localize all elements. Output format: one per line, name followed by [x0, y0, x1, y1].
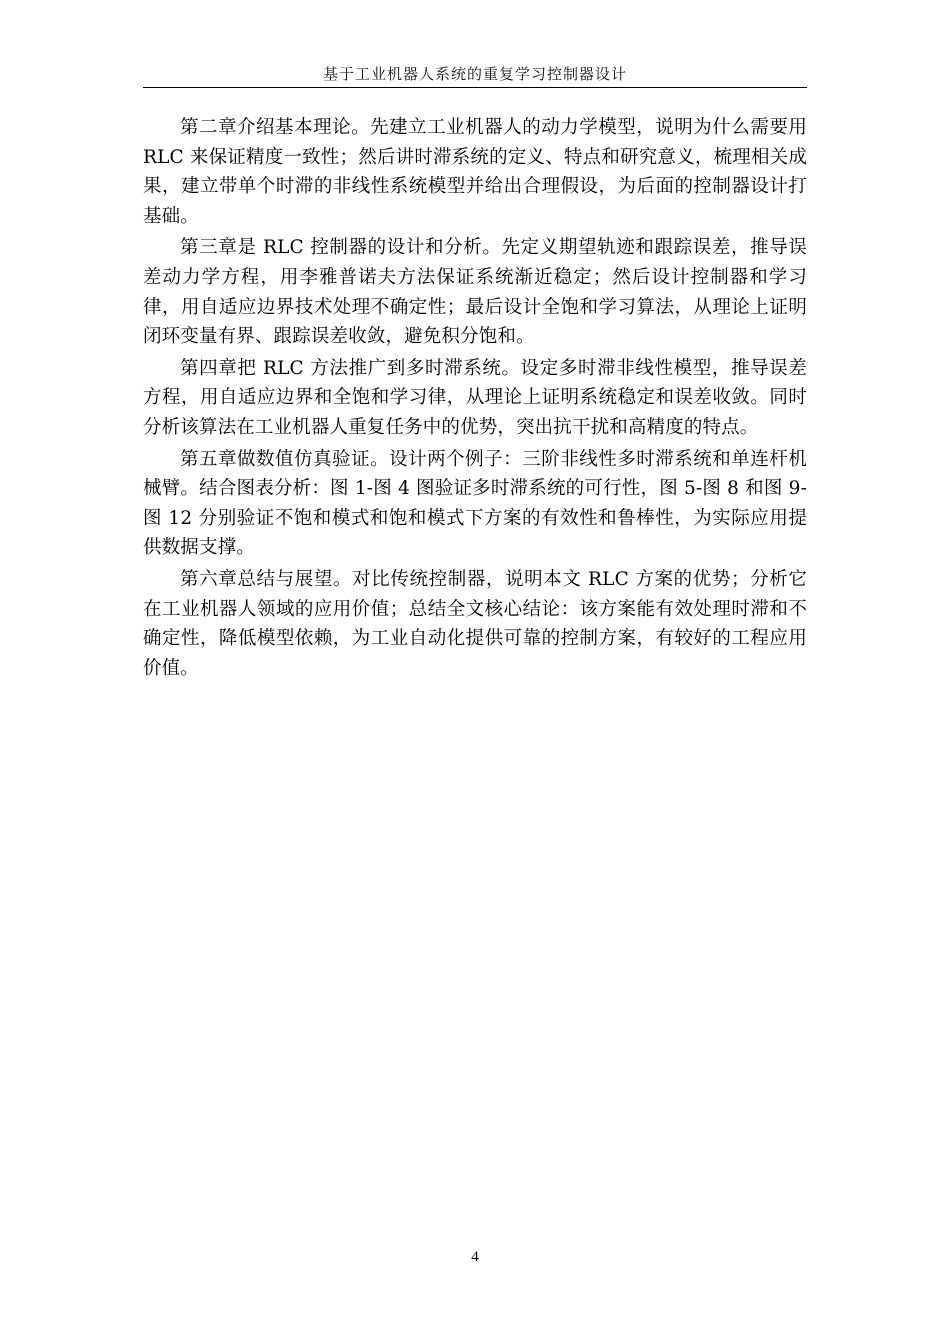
running-header: 基于工业机器人系统的重复学习控制器设计: [322, 65, 627, 83]
paragraph-chapter-3: 第三章是 RLC 控制器的设计和分析。先定义期望轨迹和跟踪误差，推导误差动力学方程，用李雅普诺夫方法保证系统渐近稳定；然后设计控制器和学习律，用自适应边界技术处理不确定性；最后设计全饱和学习算法，从理论上证明闭环变量有界、跟踪误差收敛，避免积分饱和。: [143, 237, 807, 348]
paragraph-chapter-6: 第六章总结与展望。对比传统控制器，说明本文 RLC 方案的优势；分析它在工业机器人领域的应用价值；总结全文核心结论：该方案能有效处理时滞和不确定性，降低模型依赖，为工业自动化提供可靠的控制方案，有较好的工程应用价值。: [143, 568, 807, 679]
body-text: [143, 113, 807, 685]
paragraph-chapter-2: 第二章介绍基本理论。先建立工业机器人的动力学模型，说明为什么需要用 RLC 来保证精度一致性；然后讲时滞系统的定义、特点和研究意义，梳理相关成果，建立带单个时滞的非线性系统模型并给出合理假设，为后面的控制器设计打基础。: [143, 117, 807, 227]
paragraph-chapter-4: 第四章把 RLC 方法推广到多时滞系统。设定多时滞非线性模型，推导误差方程，用自适应边界和全饱和学习律，从理论上证明系统稳定和误差收敛。同时分析该算法在工业机器人重复任务中的优势，突出抗干扰和高精度的特点。: [143, 357, 807, 438]
page-number: 4: [471, 1249, 479, 1265]
header-rule: [143, 87, 807, 88]
paragraph-chapter-5: 第五章做数值仿真验证。设计两个例子：三阶非线性多时滞系统和单连杆机械臂。结合图表分析：图 1-图 4 图验证多时滞系统的可行性，图 5-图 8 和图 9-图 12 分别验证不饱和模式和饱和模式下方案的有效性和鲁棒性，为实际应用提供数据支撑。: [143, 448, 807, 559]
